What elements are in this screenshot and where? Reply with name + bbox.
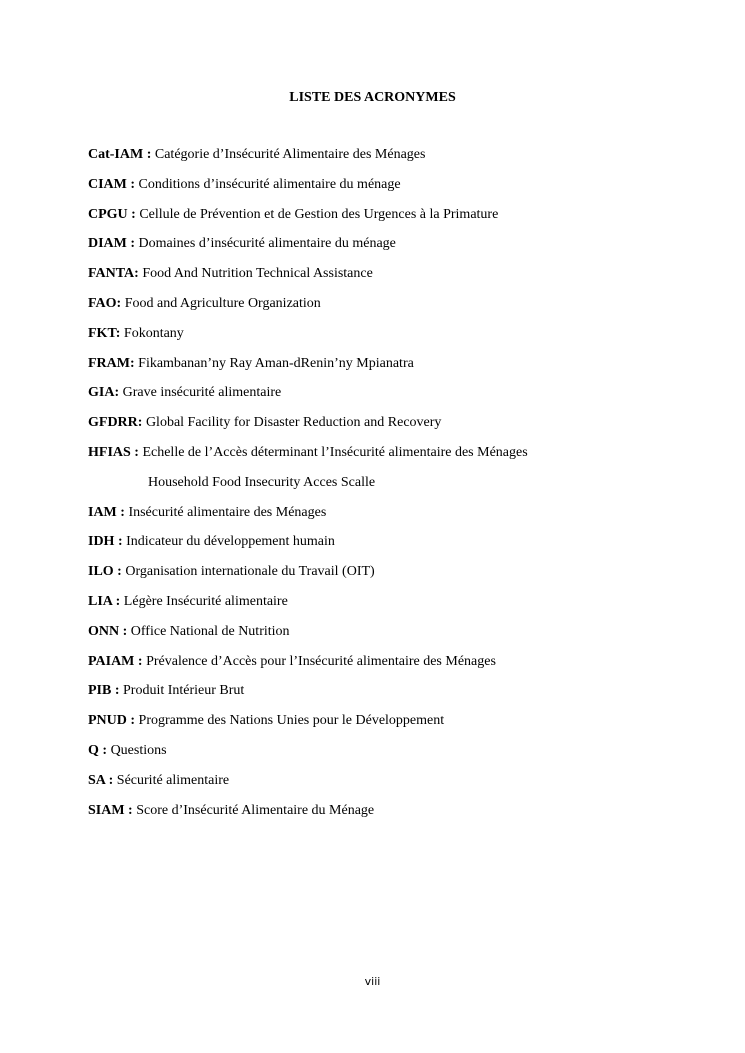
acronym-abbr: PIB : (88, 683, 120, 699)
acronym-entry-fram (88, 355, 708, 385)
acronym-definition: Domaines d’insécurité alimentaire du ménage (135, 236, 396, 252)
acronym-abbr: FKT: (88, 325, 121, 341)
acronym-definition: Sécurité alimentaire (113, 772, 230, 788)
acronym-entry-siam (88, 802, 708, 832)
acronym-definition: Produit Intérieur Brut (119, 683, 245, 699)
acronym-entry-gia (88, 384, 708, 414)
acronym-definition: Office National de Nutrition (127, 623, 290, 639)
acronym-entry-diam (88, 235, 708, 265)
acronym-abbr: SIAM : (88, 802, 133, 818)
acronym-entry-fanta (88, 265, 708, 295)
acronym-abbr: ONN : (88, 623, 128, 639)
acronym-definition: Fokontany (120, 325, 184, 341)
acronym-abbr: SA : (88, 772, 114, 788)
acronym-definition: Conditions d’insécurité alimentaire du ménage (135, 176, 401, 192)
acronym-abbr: CPGU : (88, 206, 136, 222)
acronym-definition: Grave insécurité alimentaire (119, 385, 282, 401)
acronym-abbr: HFIAS : (88, 444, 139, 460)
acronym-definition: Programme des Nations Unies pour le Développement (135, 713, 445, 729)
page-number: viii (364, 975, 381, 988)
acronym-definition: Prévalence d’Accès pour l’Insécurité alimentaire des Ménages (142, 653, 496, 669)
acronym-entry-gfdrr (88, 414, 708, 444)
acronym-entry-sa (88, 772, 708, 802)
acronym-definition: Légère Insécurité alimentaire (120, 593, 288, 609)
acronym-abbr: PAIAM : (88, 653, 143, 669)
acronym-abbr: GIA: (88, 385, 120, 401)
acronym-abbr: FRAM: (88, 355, 135, 371)
acronym-definition: Household Food Insecurity Acces Scalle (148, 474, 376, 490)
acronym-abbr: FANTA: (88, 266, 139, 282)
acronym-abbr: IDH : (88, 534, 123, 550)
acronym-definition: Score d’Insécurité Alimentaire du Ménage (132, 802, 375, 818)
acronym-abbr: PNUD : (88, 713, 136, 729)
acronym-entry-hfias (88, 444, 708, 474)
acronym-definition: Indicateur du développement humain (122, 534, 335, 550)
acronym-entry-pib (88, 682, 708, 712)
acronym-entry-idh (88, 533, 708, 563)
acronym-definition: Global Facility for Disaster Reduction and Recovery (142, 415, 442, 431)
acronym-abbr: Cat-IAM : (88, 147, 152, 162)
acronym-abbr: Q : (88, 742, 108, 758)
acronym-entry-fao (88, 295, 708, 325)
acronym-abbr: LIA : (88, 593, 121, 609)
acronym-list (88, 146, 708, 831)
acronym-definition: Catégorie d’Insécurité Alimentaire des Ménages (151, 147, 426, 162)
acronym-abbr: GFDRR: (88, 415, 143, 431)
acronym-abbr: CIAM : (88, 176, 136, 192)
acronym-definition: Food And Nutrition Technical Assistance (138, 266, 373, 282)
acronym-entry-iam (88, 504, 708, 534)
acronym-abbr: IAM : (88, 504, 125, 520)
acronym-definition: Questions (107, 742, 167, 758)
acronym-definition: Insécurité alimentaire des Ménages (124, 504, 327, 520)
acronym-definition: Cellule de Prévention et de Gestion des Urgences à la Primature (135, 206, 499, 222)
acronym-entry-q (88, 742, 708, 772)
acronym-entry-ilo (88, 563, 708, 593)
acronym-entry-fkt (88, 325, 708, 355)
acronym-definition: Fikambanan’ny Ray Aman-dRenin’ny Mpianatra (134, 355, 414, 371)
acronym-entry-ciam (88, 176, 708, 206)
acronym-definition: Food and Agriculture Organization (121, 295, 321, 311)
acronym-entry-hfias-english (88, 474, 708, 504)
acronym-entry-cat-iam (88, 146, 708, 176)
page-title: LISTE DES ACRONYMES (289, 90, 456, 105)
acronym-abbr: FAO: (88, 295, 122, 311)
acronym-entry-pnud (88, 712, 708, 742)
acronym-entry-cpgu (88, 206, 708, 236)
acronym-entry-paiam (88, 653, 708, 683)
acronym-entry-lia (88, 593, 708, 623)
acronym-definition: Organisation internationale du Travail (OIT) (121, 564, 375, 580)
acronym-entry-onn (88, 623, 708, 653)
acronym-abbr: DIAM : (88, 236, 136, 252)
acronym-abbr: ILO : (88, 564, 122, 580)
acronym-definition: Echelle de l’Accès déterminant l’Insécurité alimentaire des Ménages (138, 444, 528, 460)
